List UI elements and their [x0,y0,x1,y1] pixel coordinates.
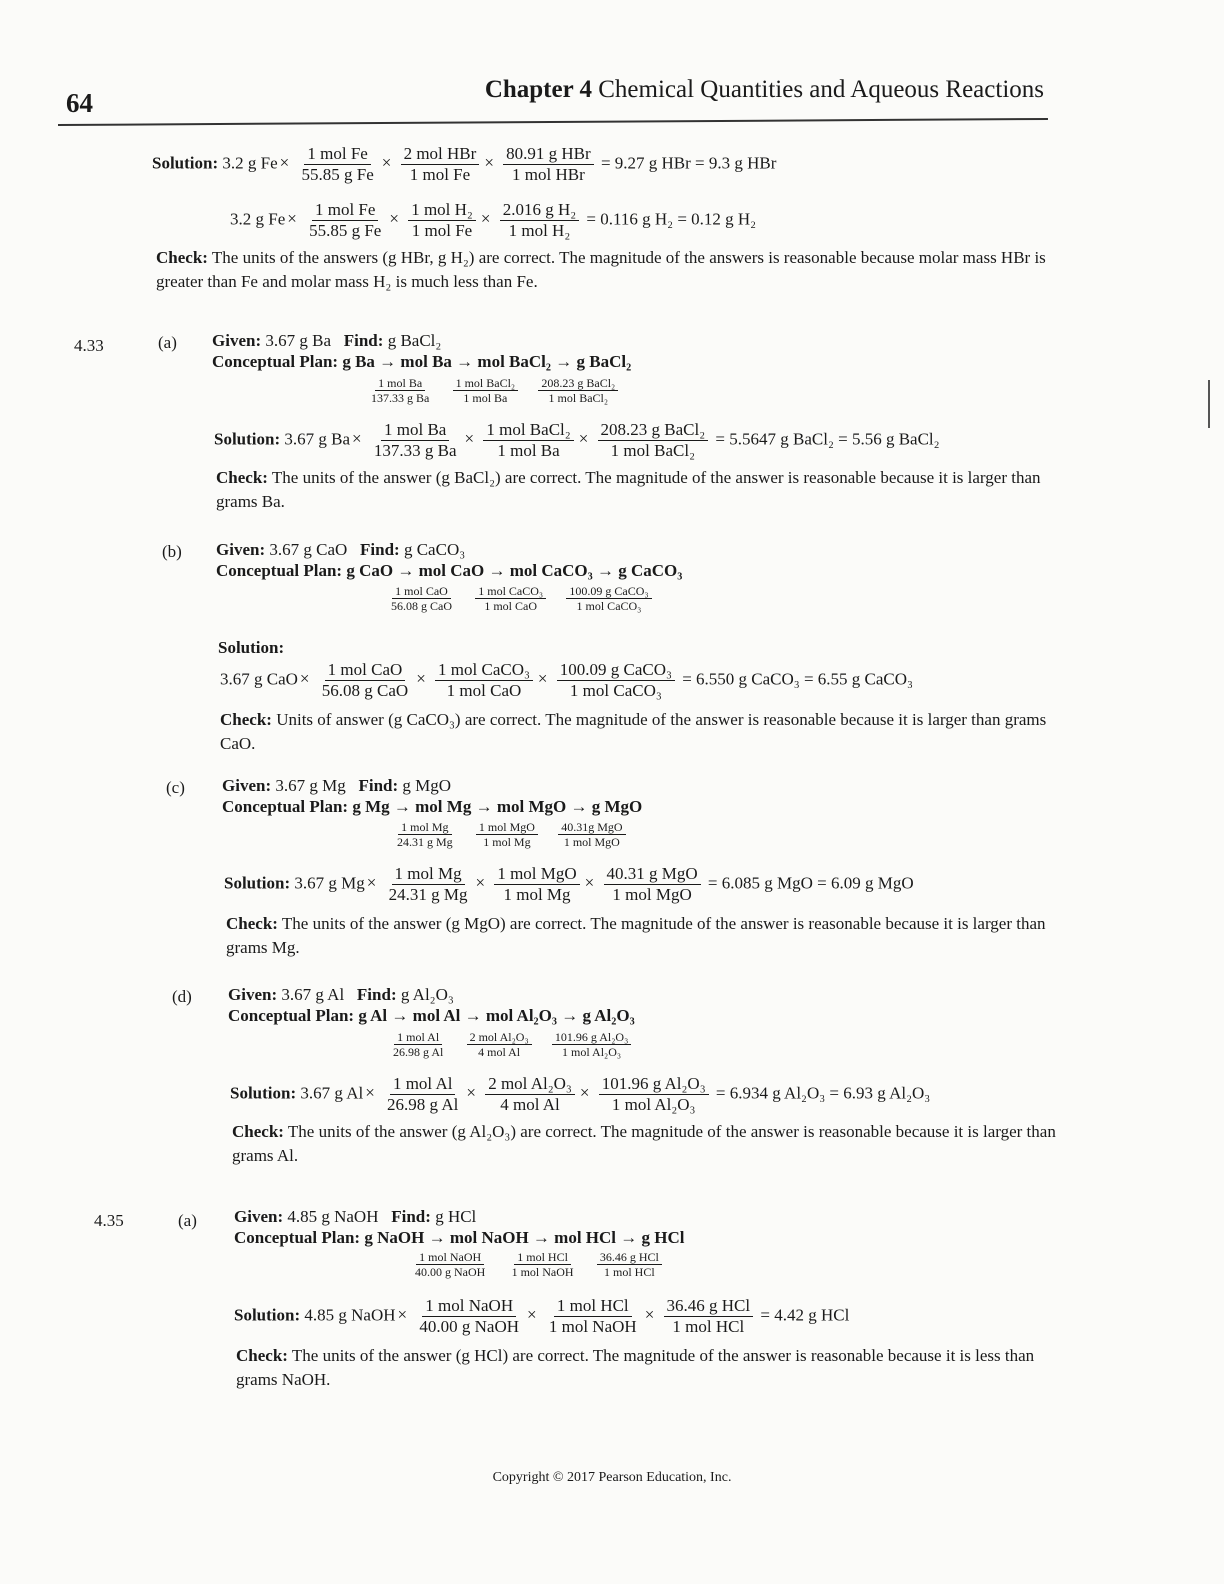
part-b-given: Given: 3.67 g CaO Find: g CaCO₃ [216,540,466,559]
part-b-solution-label: Solution: [218,638,285,657]
part-a-label: (a) [158,333,177,352]
part-4-35-a-solution: Solution: 4.85 g NaOH × $\frac{\text{1 mol NaOH}}{\text{40.00 g NaOH}}$ × $\frac{\text{1 mol HCl}}{\text{1 mol NaOH}}$ × $\frac{\text{36.46 g HCl}}{\text{1 mol HCl}}$ = 4.42 g HCl [234,1296,850,1336]
part-a-solution: Solution: 3.67 g Ba × $\frac{\text{1 mol Ba}}{\text{137.33 g Ba}}$ × $\frac{\text{1 mol BaCl₂}}{\text{1 mol Ba}}$ × $\frac{\text{208.23 g BaCl₂}}{\text{1 mol BaCl₂}}$ = 5.5647 g BaCl₂ = 5.56 g BaCl₂ [214,420,940,460]
top-check: Check: The units of the answers (g HBr, g H₂) are correct. The magnitude of the answers is reasonable because molar mass HBr is greater than Fe and molar mass H₂ is much less than Fe. [156,248,1046,291]
part-a-conversion-factors: $\frac{\text{1 mol Ba}}{\text{137.33 g Ba}}$ $\frac{\text{1 mol BaCl₂}}{\text{1 mol Ba}}$ $\frac{\text{208.23 g BaCl₂}}{\text{1 mol BaCl₂}}$ [360,376,626,405]
header-rule [58,118,1048,126]
part-c-check: Check: The units of the answer (g MgO) are correct. The magnitude of the answer is reasonable because it is larger than grams Mg. [226,914,1046,957]
part-b-check: Check: Units of answer (g CaCO₃) are correct. The magnitude of the answer is reasonable because it is larger than grams CaO. [220,710,1047,753]
problem-number-4-35: 4.35 [94,1211,124,1230]
part-4-35-a-label: (a) [178,1211,197,1230]
problem-number-4-33: 4.33 [74,336,104,355]
part-4-35-a-check: Check: The units of the answer (g HCl) are correct. The magnitude of the answer is reasonable because it is less than grams NaOH. [236,1346,1035,1389]
part-a-check: Check: The units of the answer (g BaCl₂) are correct. The magnitude of the answer is reasonable because it is larger than grams Ba. [216,468,1041,511]
chapter-title: Chemical Quantities and Aqueous Reactions [598,76,1044,103]
chapter-label: Chapter 4 [484,76,592,103]
part-d-given: Given: 3.67 g Al Find: g Al₂O₃ [228,985,454,1004]
part-a-given: Given: 3.67 g Ba Find: g BaCl₂ [212,331,442,350]
part-b-plan: Conceptual Plan: g CaO → mol CaO → mol CaCO₃ → g CaCO₃ [216,561,683,580]
top-solution-1: Solution: 3.2 g Fe × $\frac{\text{1 mol Fe}}{\text{55.85 g Fe}}$ × $\frac{\text{2 mol HBr}}{\text{1 mol Fe}}$ × $\frac{\text{80.91 g HBr}}{\text{1 mol HBr}}$ = 9.27 g HBr = 9.3 g HBr [152,144,777,184]
copyright-footer: Copyright © 2017 Pearson Education, Inc. [492,1470,732,1485]
part-b-conversion-factors: $\frac{\text{1 mol CaO}}{\text{56.08 g CaO}}$ $\frac{\text{1 mol CaCO₃}}{\text{1 mol CaO}}$ $\frac{\text{100.09 g CaCO₃}}{\text{1 mol CaCO₃}}$ [380,584,660,613]
part-d-label: (d) [172,987,192,1006]
part-d-plan: Conceptual Plan: g Al → mol Al → mol Al₂O₃ → g Al₂O₃ [228,1006,635,1025]
part-c-solution: Solution: 3.67 g Mg × $\frac{\text{1 mol Mg}}{\text{24.31 g Mg}}$ × $\frac{\text{1 mol MgO}}{\text{1 mol Mg}}$ × $\frac{\text{40.31 g MgO}}{\text{1 mol MgO}}$ = 6.085 g MgO = 6.09 g MgO [224,864,914,904]
part-c-plan: Conceptual Plan: g Mg → mol Mg → mol MgO → g MgO [222,797,643,816]
page-number: 64 [66,88,93,118]
part-d-check: Check: The units of the answer (g Al₂O₃) are correct. The magnitude of the answer is reasonable because it is larger than grams Al. [232,1122,1056,1165]
scan-edge-mark [1208,380,1210,428]
part-c-given: Given: 3.67 g Mg Find: g MgO [222,776,452,795]
part-c-conversion-factors: $\frac{\text{1 mol Mg}}{\text{24.31 g Mg}}$ $\frac{\text{1 mol MgO}}{\text{1 mol Mg}}$ $\frac{\text{40.31g MgO}}{\text{1 mol MgO}}$ [386,820,634,849]
part-d-conversion-factors: $\frac{\text{1 mol Al}}{\text{26.98 g Al}}$ $\frac{\text{2 mol Al₂O₃}}{\text{4 mol Al}}$ $\frac{\text{101.96 g Al₂O₃}}{\text{1 mol Al₂O₃}}$ [382,1030,639,1059]
part-d-solution: Solution: 3.67 g Al × $\frac{\text{1 mol Al}}{\text{26.98 g Al}}$ × $\frac{\text{2 mol Al₂O₃}}{\text{4 mol Al}}$ × $\frac{\text{101.96 g Al₂O₃}}{\text{1 mol Al₂O₃}}$ = 6.934 g Al₂O₃ = 6.93 g Al₂O₃ [230,1074,931,1114]
chapter-heading [485,76,1044,104]
part-4-35-a-given: Given: 4.85 g NaOH Find: g HCl [234,1207,477,1226]
part-4-35-a-conversion-factors: $\frac{\text{1 mol NaOH}}{\text{40.00 g NaOH}}$ $\frac{\text{1 mol HCl}}{\text{1 mol NaOH}}$ $\frac{\text{36.46 g HCl}}{\text{1 mol HCl}}$ [404,1250,670,1279]
part-b-solution: 3.67 g CaO × $\frac{\text{1 mol CaO}}{\text{56.08 g CaO}}$ × $\frac{\text{1 mol CaCO₃}}{\text{1 mol CaO}}$ × $\frac{\text{100.09 g CaCO₃}}{\text{1 mol CaCO₃}}$ = 6.550 g CaCO₃ = 6.55 g CaCO₃ [220,660,913,700]
part-a-plan: Conceptual Plan: g Ba → mol Ba → mol BaCl₂ → g BaCl₂ [212,352,632,371]
part-b-label: (b) [162,542,182,561]
part-c-label: (c) [166,778,185,797]
part-4-35-a-plan: Conceptual Plan: g NaOH → mol NaOH → mol HCl → g HCl [234,1228,685,1247]
top-solution-2: 3.2 g Fe × $\frac{\text{1 mol Fe}}{\text{55.85 g Fe}}$ × $\frac{\text{1 mol H₂}}{\text{1 mol Fe}}$ × $\frac{\text{2.016 g H₂}}{\text{1 mol H₂}}$ = 0.116 g H₂ = 0.12 g H₂ [230,200,757,240]
